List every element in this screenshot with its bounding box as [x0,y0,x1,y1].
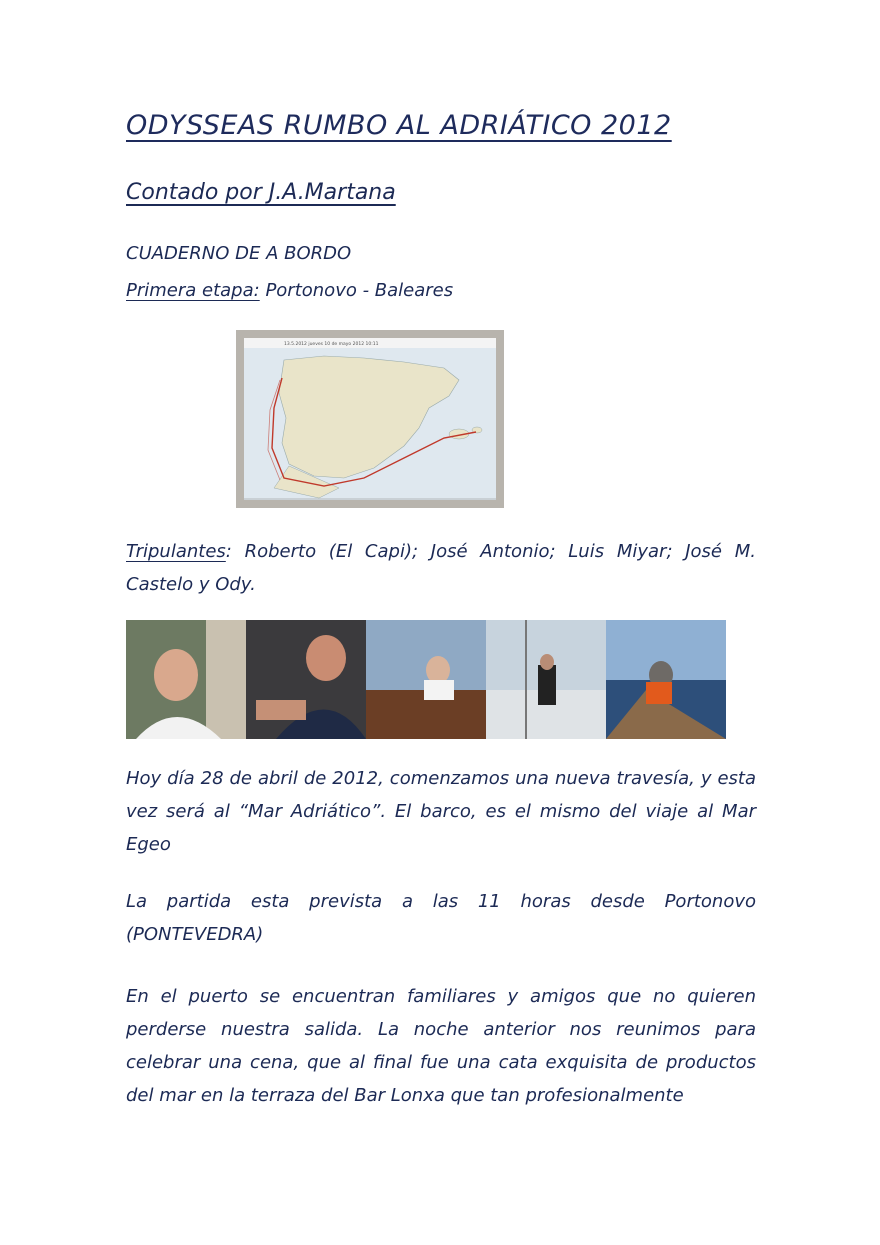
crew-names: : Roberto (El Capi); José Antonio; Luis Miyar; José M. Castelo y Ody. [126,541,756,595]
paragraph-3: En el puerto se encuentran familiares y amigos que no quieren perderse nuestra salida. La noche anterior nos reunimos para celebrar una cena, que al final fue una cata exquisita de productos del mar en la terraza del Bar Lonxa que tan profesionalmente [126,986,756,1106]
crew-photo-luis [366,620,486,739]
stage-label: Primera etapa: [126,280,260,301]
crew-photo-roberto [126,620,246,739]
route-map-icon [244,338,496,500]
crew-photo-ody-dog [606,620,726,739]
author-line: Contado por J.A.Martana [126,180,396,205]
stage-line [126,280,453,301]
crew-photo-strip [126,620,726,739]
logbook-heading: CUADERNO DE A BORDO [126,243,352,264]
paragraph-2: La partida esta prevista a las 11 horas desde Portonovo (PONTEVEDRA) [126,891,756,945]
crew-photo-jose-antonio [246,620,366,739]
paragraph-1: Hoy día 28 de abril de 2012, comenzamos una nueva travesía, y esta vez será al “Mar Adriático”. El barco, es el mismo del viaje al Mar Egeo [126,768,756,855]
route-map-photo [236,330,504,508]
crew-label: Tripulantes [126,541,226,562]
map-header-text: 13.5.2012 jueves 10 de mayo 2012 10:11 [284,342,379,347]
document-title: ODYSSEAS RUMBO AL ADRIÁTICO 2012 [126,110,672,141]
stage-route: Portonovo - Baleares [265,280,454,301]
crew-photo-jose-m [486,620,606,739]
crew-list [126,535,756,601]
